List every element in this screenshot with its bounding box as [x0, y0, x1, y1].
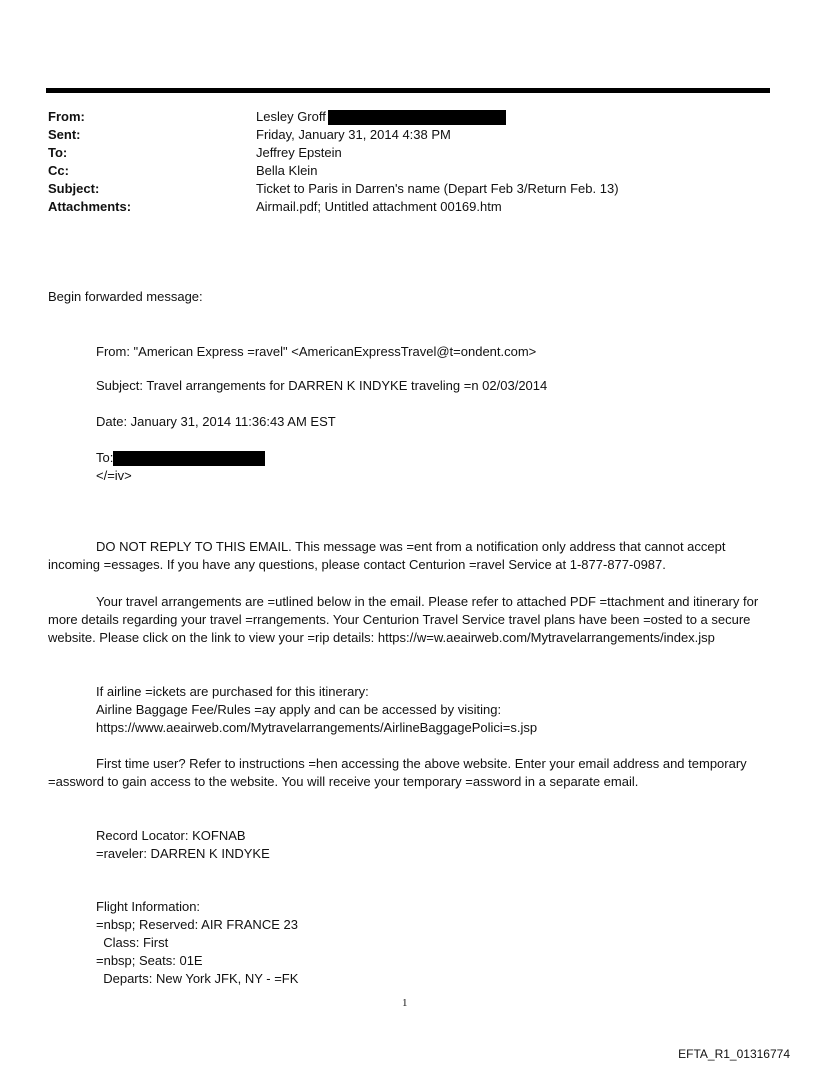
traveler: =raveler: DARREN K INDYKE — [96, 846, 270, 861]
cc-value: Bella Klein — [256, 163, 318, 178]
flight-info-heading: Flight Information: — [96, 899, 201, 914]
cc-label: Cc: — [48, 163, 69, 178]
header-rule — [46, 88, 770, 93]
fwd-subject: Subject: Travel arrangements for DARREN K INDYKE traveling =n 02/03/2014 — [96, 378, 548, 393]
flight-class: Class: First — [96, 935, 169, 950]
fwd-from: From: "American Express =ravel" <AmericanExpressTravel@t=ondent.com> — [96, 344, 537, 359]
first-time-text: First time user? Refer to instructions =hen accessing the above website. Enter your email address and temporary =assword to gain access to the website. You will receive your temporary =assword in a separate email. — [48, 756, 747, 789]
fwd-date: Date: January 31, 2014 11:36:43 AM EST — [96, 414, 336, 429]
document-id: EFTA_R1_01316774 — [678, 1047, 790, 1061]
to-value: Jeffrey Epstein — [256, 145, 342, 160]
flight-seats: =nbsp; Seats: 01E — [96, 953, 203, 968]
page-number: 1 — [402, 997, 408, 1009]
from-value: Lesley Groff — [256, 109, 326, 124]
from-label: From: — [48, 109, 85, 124]
to-row — [48, 144, 768, 162]
begin-forwarded: Begin forwarded message: — [48, 289, 203, 304]
sent-label: Sent: — [48, 127, 81, 142]
sent-row — [48, 126, 768, 144]
to-label: To: — [48, 145, 68, 160]
attachments-label: Attachments: — [48, 199, 132, 214]
sent-value: Friday, January 31, 2014 4:38 PM — [256, 127, 451, 142]
arrangements-paragraph — [48, 593, 778, 647]
attachments-row — [48, 198, 768, 216]
redaction-box — [328, 110, 506, 125]
flight-departs: Departs: New York JFK, NY - =FK — [96, 971, 299, 986]
airline-tickets-line: If airline =ickets are purchased for this itinerary: — [96, 684, 369, 699]
redaction-box — [113, 451, 265, 466]
first-time-paragraph — [48, 755, 778, 791]
subject-label: Subject: — [48, 181, 100, 196]
arrangements-text: Your travel arrangements are =utlined below in the email. Please refer to attached PDF =ttachment and itinerary for more details regarding your travel =rrangements. Your Centurion Travel Service travel plans have been =osted to a secure website. Please click on the link to view your =rip details: https://w=w.aeairweb.com/Mytravelarrangements/index.jsp — [48, 594, 759, 645]
subject-value: Ticket to Paris in Darren's name (Depart Feb 3/Return Feb. 13) — [256, 181, 619, 196]
record-locator: Record Locator: KOFNAB — [96, 828, 246, 843]
email-header — [48, 108, 768, 216]
flight-reserved: =nbsp; Reserved: AIR FRANCE 23 — [96, 917, 298, 932]
fwd-div: </=iv> — [96, 468, 132, 483]
baggage-url-link[interactable]: https://www.aeairweb.com/Mytravelarrangements/AirlineBaggagePolici=s.jsp — [96, 720, 538, 735]
baggage-fee-line: Airline Baggage Fee/Rules =ay apply and can be accessed by visiting: — [96, 702, 502, 717]
fwd-to-row — [96, 449, 265, 467]
cc-row — [48, 162, 768, 180]
notice-text: DO NOT REPLY TO THIS EMAIL. This message was =ent from a notification only address that cannot accept incoming =essages. If you have any questions, please contact Centurion =ravel Service at 1-877-877-0987. — [48, 539, 726, 572]
subject-row — [48, 180, 768, 198]
fwd-to: To: — [96, 450, 114, 465]
notice-paragraph — [48, 538, 778, 574]
from-row — [48, 108, 768, 126]
attachments-value: Airmail.pdf; Untitled attachment 00169.htm — [256, 199, 502, 214]
